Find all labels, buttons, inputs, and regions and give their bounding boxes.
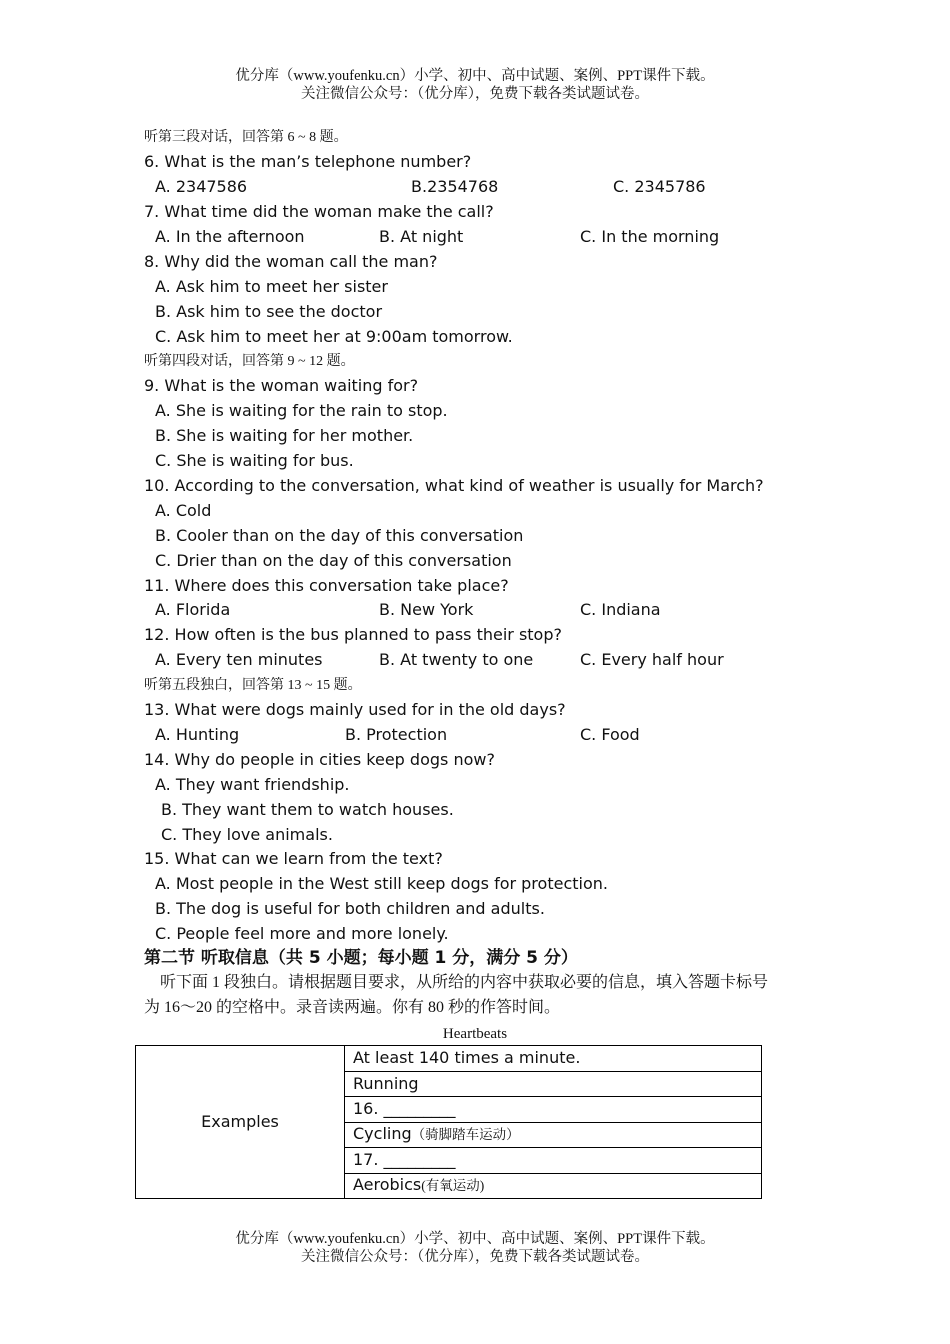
- q13-option-b: B. Protection: [345, 725, 448, 744]
- part2-description-line2: 为 16～20 的空格中。录音读两遍。你有 80 秒的作答时间。: [144, 999, 561, 1016]
- table-caption: Heartbeats: [442, 1026, 508, 1042]
- question-11: 11. Where does this conversation take place?: [144, 576, 509, 595]
- q12-option-a: A. Every ten minutes: [155, 650, 323, 669]
- q13-option-c: C. Food: [580, 725, 640, 744]
- question-6: 6. What is the man’s telephone number?: [144, 152, 472, 171]
- q10-option-a: A. Cold: [155, 501, 212, 520]
- page-footer-line1: 优分库（www.youfenku.cn）小学、初中、高中试题、案例、PPT课件下载。: [235, 1231, 715, 1247]
- q6-option-a: A. 2347586: [155, 177, 248, 196]
- question-13: 13. What were dogs mainly used for in the old days?: [144, 700, 566, 719]
- q9-option-a: A. She is waiting for the rain to stop.: [155, 401, 448, 420]
- q11-option-b: B. New York: [379, 600, 474, 619]
- answer-blank-17: 17. _________: [353, 1150, 456, 1170]
- cell-text: At least 140 times a minute.: [353, 1048, 581, 1068]
- cell-note: （骑脚踏车运动）: [411, 1127, 520, 1143]
- answer-blank-16: 16. _________: [353, 1099, 456, 1119]
- question-14: 14. Why do people in cities keep dogs now?: [144, 750, 495, 769]
- question-15: 15. What can we learn from the text?: [144, 849, 443, 868]
- table-row: [136, 1046, 762, 1072]
- q7-option-c: C. In the morning: [580, 227, 720, 246]
- question-8: 8. Why did the woman call the man?: [144, 252, 438, 271]
- q9-option-b: B. She is waiting for her mother.: [155, 426, 414, 445]
- q12-option-c: C. Every half hour: [580, 650, 724, 669]
- q11-option-a: A. Florida: [155, 600, 231, 619]
- q6-option-c: C. 2345786: [613, 177, 706, 196]
- q8-option-a: A. Ask him to meet her sister: [155, 277, 388, 296]
- question-7: 7. What time did the woman make the call?: [144, 202, 494, 221]
- q6-option-b: B.2354768: [411, 177, 499, 196]
- cell-note: (有氧运动): [421, 1178, 485, 1194]
- table-cell: [345, 1148, 762, 1174]
- q15-option-b: B. The dog is useful for both children and adults.: [155, 899, 545, 918]
- question-9: 9. What is the woman waiting for?: [144, 376, 419, 395]
- table-cell: [345, 1071, 762, 1097]
- examples-label: Examples: [136, 1046, 345, 1199]
- q12-option-b: B. At twenty to one: [379, 650, 534, 669]
- cell-text: Running: [353, 1073, 419, 1093]
- q14-option-b: B. They want them to watch houses.: [161, 800, 454, 819]
- part2-description-line1: 听下面 1 段独白。请根据题目要求，从所给的内容中获取必要的信息，填入答题卡标号: [160, 974, 769, 991]
- heartbeats-table: [135, 1045, 762, 1199]
- q7-option-a: A. In the afternoon: [155, 227, 305, 246]
- page-header-line1: 优分库（www.youfenku.cn）小学、初中、高中试题、案例、PPT课件下载。: [235, 68, 715, 84]
- q9-option-c: C. She is waiting for bus.: [155, 451, 354, 470]
- table-cell: [345, 1046, 762, 1072]
- cell-text: Cycling: [353, 1124, 412, 1144]
- section3-instruction: 听第三段对话，回答第 6 ~ 8 题。: [144, 130, 348, 145]
- table-cell: [345, 1097, 762, 1123]
- q13-option-a: A. Hunting: [155, 725, 240, 744]
- part2-title: 第二节 听取信息（共 5 小题；每小题 1 分，满分 5 分）: [144, 948, 578, 968]
- section5-instruction: 听第五段独白，回答第 13 ~ 15 题。: [144, 678, 362, 693]
- question-12: 12. How often is the bus planned to pass their stop?: [144, 625, 562, 644]
- q15-option-c: C. People feel more and more lonely.: [155, 924, 449, 943]
- page-header-line2: 关注微信公众号：（优分库），免费下载各类试题试卷。: [301, 86, 649, 102]
- q14-option-c: C. They love animals.: [161, 825, 333, 844]
- page-footer-line2: 关注微信公众号：（优分库），免费下载各类试题试卷。: [301, 1249, 649, 1265]
- q11-option-c: C. Indiana: [580, 600, 661, 619]
- q10-option-b: B. Cooler than on the day of this conversation: [155, 526, 524, 545]
- table-cell: [345, 1173, 762, 1199]
- section4-instruction: 听第四段对话，回答第 9 ~ 12 题。: [144, 354, 355, 369]
- q15-option-a: A. Most people in the West still keep dogs for protection.: [155, 874, 608, 893]
- table-cell: [345, 1122, 762, 1148]
- question-10: 10. According to the conversation, what kind of weather is usually for March?: [144, 476, 764, 495]
- q7-option-b: B. At night: [379, 227, 464, 246]
- q14-option-a: A. They want friendship.: [155, 775, 350, 794]
- q8-option-c: C. Ask him to meet her at 9:00am tomorrow.: [155, 327, 513, 346]
- q10-option-c: C. Drier than on the day of this conversation: [155, 551, 512, 570]
- q8-option-b: B. Ask him to see the doctor: [155, 302, 383, 321]
- cell-text: Aerobics: [353, 1175, 422, 1195]
